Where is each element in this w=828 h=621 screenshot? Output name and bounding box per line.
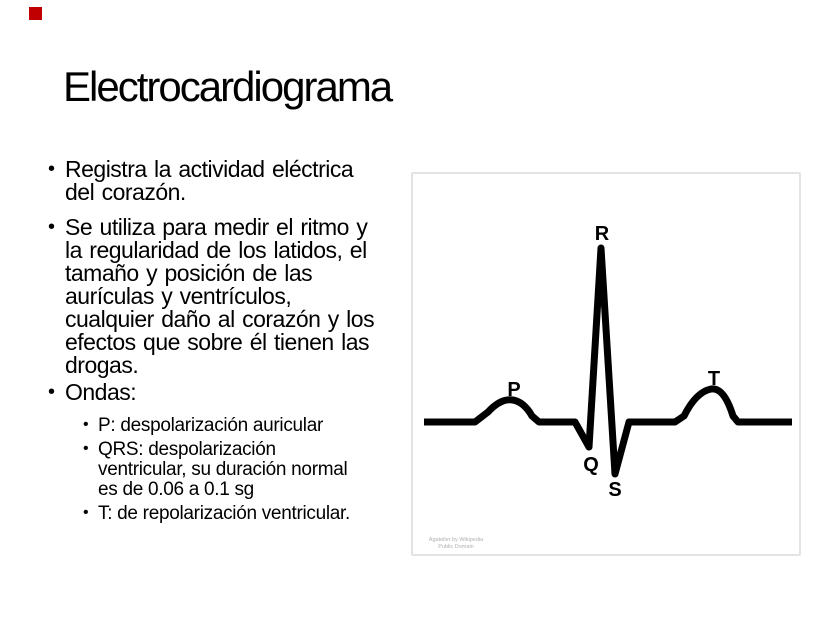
bullet-item-registra (48, 158, 413, 204)
bullet-marker: • (48, 216, 55, 238)
ecg-label-r: R (594, 223, 610, 245)
bullet-marker: • (48, 381, 55, 403)
bullet-marker: • (83, 504, 89, 521)
bullet-line: T: de repolarización ventricular. (98, 503, 351, 524)
bullet-marker: • (83, 440, 89, 457)
bullet-marker: • (83, 416, 89, 433)
page-title: Electrocardiograma (63, 63, 392, 110)
bullet-line: cualquier daño al corazón y los (65, 306, 375, 332)
bullet-line: QRS: despolarización (98, 439, 276, 460)
ecg-waveform-image (413, 174, 799, 554)
attribution-line: Agateller by Wikipedia (428, 537, 484, 543)
sub-bullet-item-p (83, 416, 413, 436)
slide-accent-square (29, 7, 42, 20)
bullet-item-ondas (48, 381, 413, 404)
bullet-line: Se utiliza para medir el ritmo y (65, 214, 368, 240)
sub-bullet-item-t (83, 504, 413, 524)
bullet-line: del corazón. (65, 179, 186, 205)
bullet-line: efectos que sobre él tienen las (65, 329, 369, 355)
attribution-line: Public Domain (438, 543, 474, 550)
image-attribution (419, 537, 493, 550)
bullet-list (48, 158, 413, 528)
bullet-marker: • (48, 158, 55, 180)
bullet-line: la regularidad de los latidos, el (65, 237, 367, 263)
bullet-line: ventricular, su duración normal (98, 459, 348, 480)
sub-bullet-item-qrs (83, 440, 413, 500)
bullet-line: Ondas: (65, 379, 137, 405)
bullet-line: aurículas y ventrículos, (65, 283, 292, 309)
bullet-line: es de 0.06 a 0.1 sg (98, 479, 254, 500)
bullet-line: tamaño y posición de las (65, 260, 313, 286)
ecg-trace (424, 248, 792, 474)
bullet-line: P: despolarización auricular (98, 415, 323, 436)
ecg-label-p: P (507, 379, 521, 401)
bullet-item-se-utiliza (48, 216, 413, 377)
ecg-label-s: S (608, 479, 622, 501)
bullet-line: drogas. (65, 352, 139, 378)
ecg-label-q: Q (583, 454, 599, 476)
sub-bullet-list (83, 416, 413, 524)
ecg-figure (411, 172, 801, 556)
ecg-label-t: T (707, 368, 721, 390)
bullet-line: Registra la actividad eléctrica (65, 156, 354, 182)
